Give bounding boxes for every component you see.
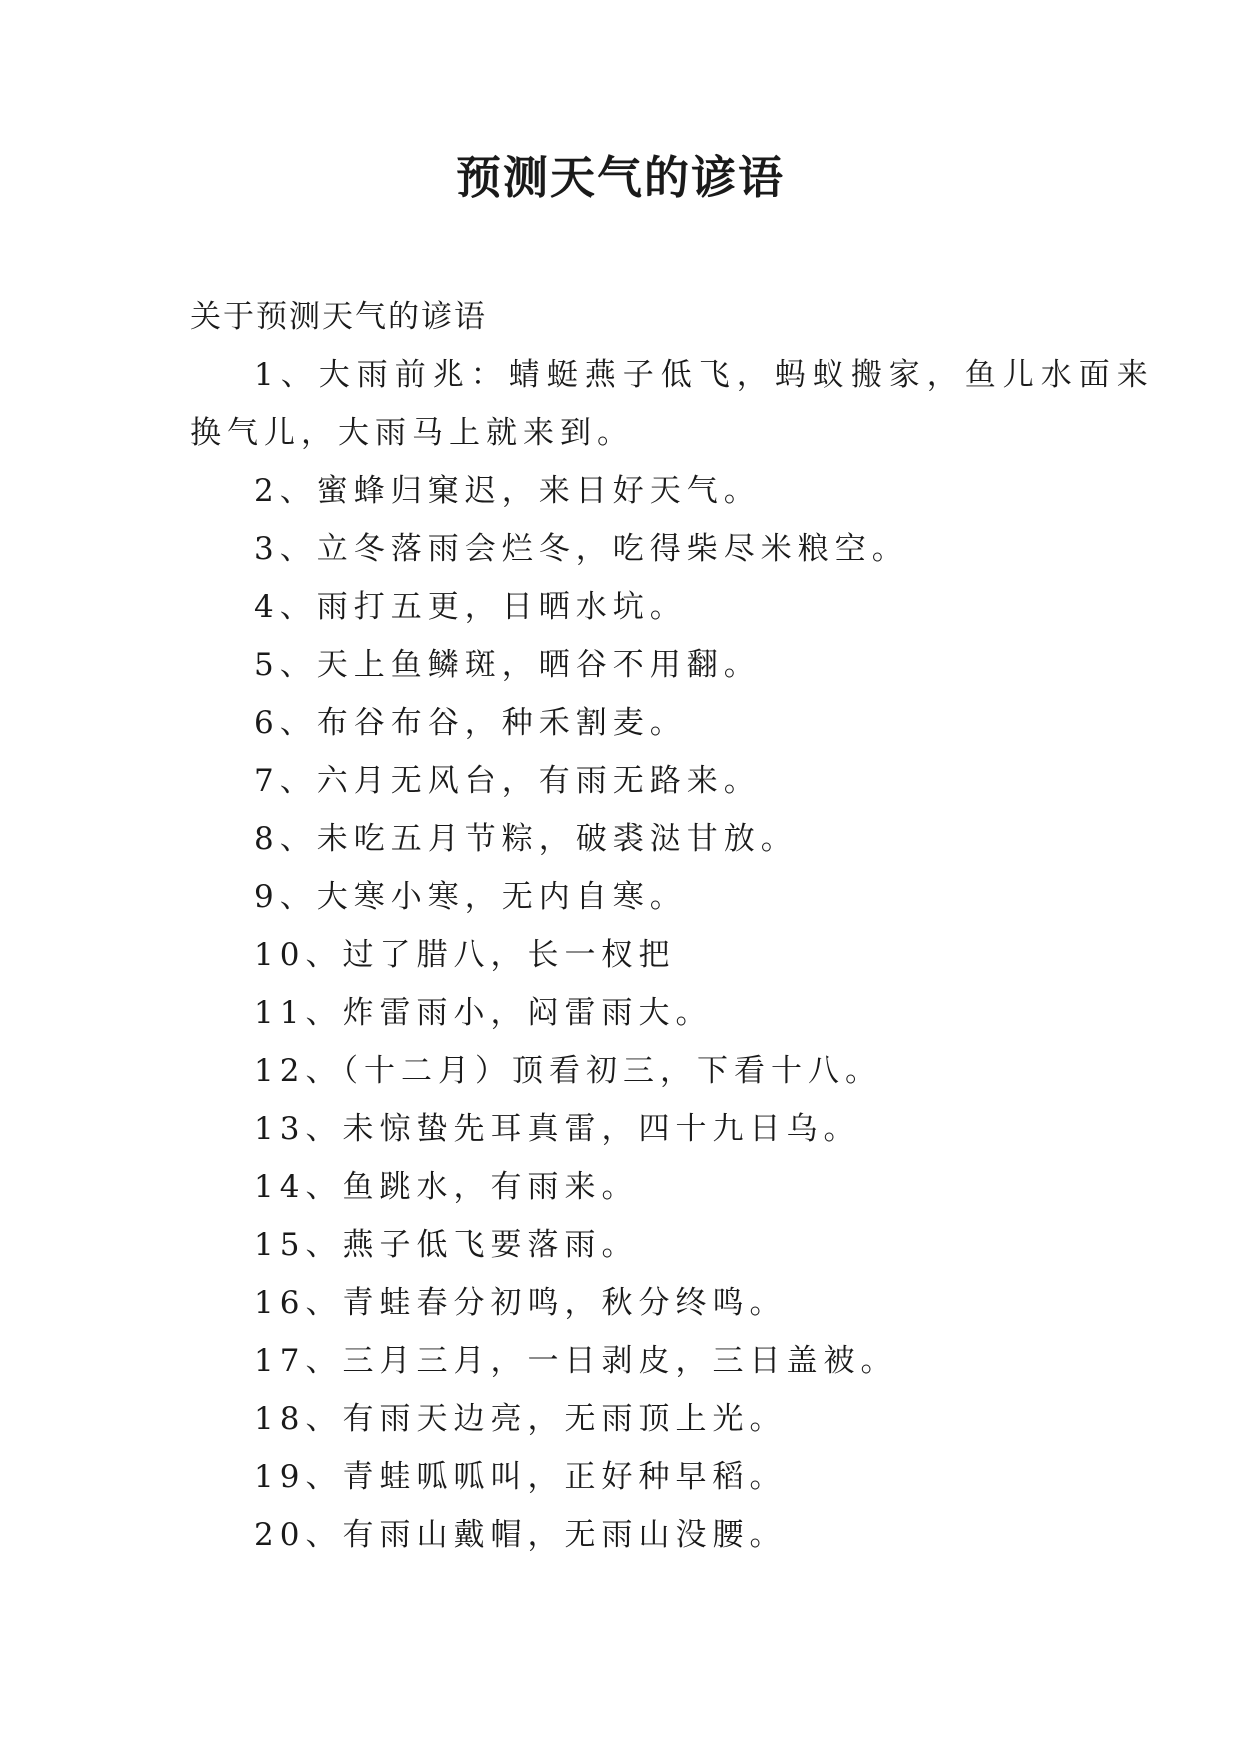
proverb-item-13: 13、未惊蛰先耳真雷，四十九日乌。 [254, 1111, 861, 1147]
proverb-item-8: 8、未吃五月节粽，破裘㳠甘放。 [254, 821, 798, 857]
document-body [190, 288, 1155, 1564]
proverb-item-1-line-2: 换气儿，大雨马上就来到。 [190, 415, 634, 451]
proverb-item-7: 7、六月无风台，有雨无路来。 [254, 763, 761, 799]
proverb-item-19: 19、青蛙呱呱叫，正好种早稻。 [254, 1459, 787, 1495]
proverb-item-14: 14、鱼跳水，有雨来。 [254, 1169, 639, 1205]
document-title: 预测天气的谚语 [455, 151, 785, 204]
proverb-item-4: 4、雨打五更，日晒水坑。 [254, 589, 687, 625]
proverb-item-18: 18、有雨天边亮，无雨顶上光。 [254, 1401, 787, 1437]
proverb-item-16: 16、青蛙春分初鸣，秋分终鸣。 [254, 1285, 787, 1321]
proverb-item-20: 20、有雨山戴帽，无雨山没腰。 [254, 1517, 787, 1553]
proverb-item-1-line-1: 1、大雨前兆：蜻蜓燕子低飞，蚂蚁搬家，鱼儿水面来 [254, 357, 1155, 393]
proverb-item-10: 10、过了腊八，长一杈把 [254, 937, 676, 973]
proverb-item-3: 3、立冬落雨会烂冬，吃得柴尽米粮空。 [254, 531, 909, 567]
proverb-item-9: 9、大寒小寒，无内自寒。 [254, 879, 687, 915]
proverb-item-15: 15、燕子低飞要落雨。 [254, 1227, 639, 1263]
proverb-item-17: 17、三月三月，一日剥皮，三日盖被。 [254, 1343, 898, 1379]
proverb-item-2: 2、蜜蜂归窠迟，来日好天气。 [254, 473, 761, 509]
document-subtitle: 关于预测天气的谚语 [190, 299, 487, 335]
proverb-item-12: 12、（十二月）顶看初三，下看十八。 [254, 1053, 882, 1089]
proverb-item-5: 5、天上鱼鳞斑，晒谷不用翻。 [254, 647, 761, 683]
proverb-item-6: 6、布谷布谷，种禾割麦。 [254, 705, 687, 741]
proverb-item-11: 11、炸雷雨小，闷雷雨大。 [254, 995, 713, 1031]
